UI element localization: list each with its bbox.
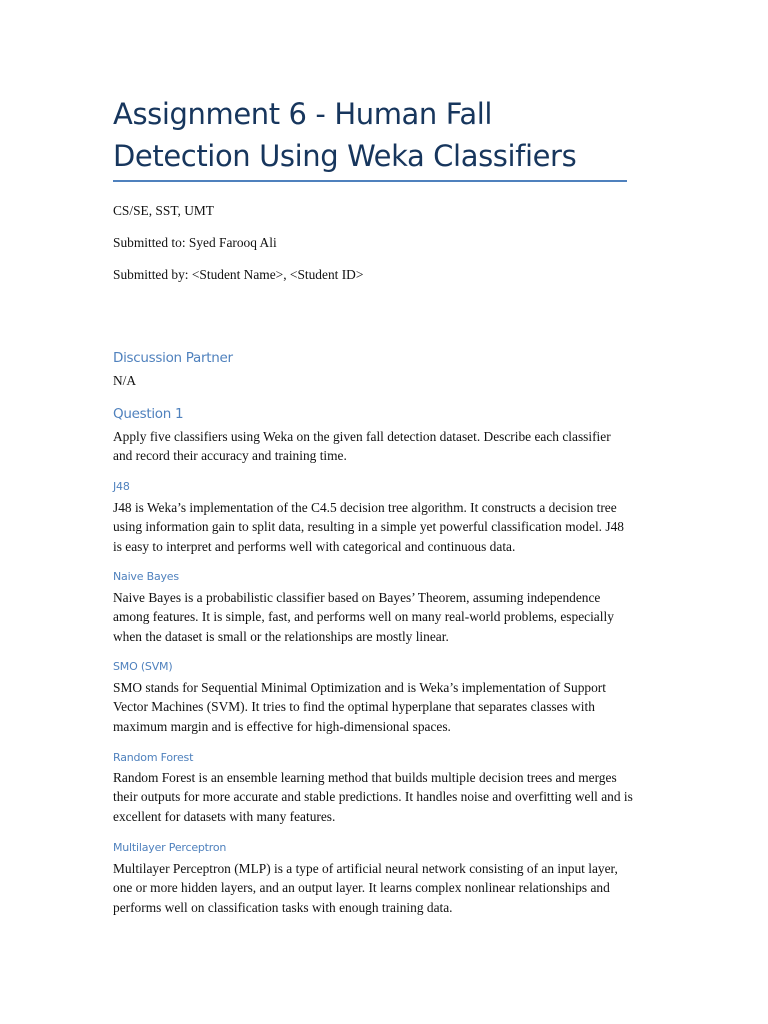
submitted-by-line: Submitted by: <Student Name>, <Student ID> bbox=[113, 267, 364, 282]
smo-svm-heading: SMO (SVM) bbox=[113, 660, 173, 673]
multilayer-perceptron-description: Multilayer Perceptron (MLP) is a type of artificial neural network consisting of an input layer, one or more hidden layers, and an output layer. It learns complex nonlinear relationships and performs well on classification tasks with enough training data. bbox=[113, 861, 618, 915]
smo-svm-description: SMO stands for Sequential Minimal Optimization and is Weka’s implementation of Support Vector Machines (SVM). It tries to find the optimal hyperplane that separates classes with maximum margin and is effective for high-dimensional spaces. bbox=[113, 680, 606, 734]
naive-bayes-description: Naive Bayes is a probabilistic classifier based on Bayes’ Theorem, assuming independence among features. It is simple, fast, and performs well on many real-world problems, especially when the dataset is small or the relationships are mostly linear. bbox=[113, 590, 614, 644]
j48-heading: J48 bbox=[113, 480, 130, 493]
random-forest-heading: Random Forest bbox=[113, 751, 194, 764]
naive-bayes-heading: Naive Bayes bbox=[113, 570, 179, 583]
discussion-partner-value: N/A bbox=[113, 373, 137, 388]
random-forest-description: Random Forest is an ensemble learning method that builds multiple decision trees and merges their outputs for more accurate and stable predictions. It handles noise and overfitting well and is excellent for datasets with many features. bbox=[113, 770, 633, 824]
discussion-partner-heading: Discussion Partner bbox=[113, 350, 233, 366]
title-underline bbox=[113, 180, 627, 182]
multilayer-perceptron-heading: Multilayer Perceptron bbox=[113, 841, 227, 854]
j48-description: J48 is Weka’s implementation of the C4.5 decision tree algorithm. It constructs a decision tree using information gain to split data, resulting in a simple yet powerful classification model. J48 is easy to interpret and performs well with categorical and continuous data. bbox=[113, 500, 624, 554]
submitted-to-line: Submitted to: Syed Farooq Ali bbox=[113, 235, 277, 250]
question-1-text: Apply five classifiers using Weka on the given fall detection dataset. Describe each classifier and record their accuracy and training time. bbox=[113, 429, 611, 464]
document-title: Assignment 6 - Human Fall Detection Using Weka Classifiers bbox=[113, 97, 577, 173]
question-1-heading: Question 1 bbox=[113, 406, 184, 422]
affiliation-line: CS/SE, SST, UMT bbox=[113, 203, 214, 218]
